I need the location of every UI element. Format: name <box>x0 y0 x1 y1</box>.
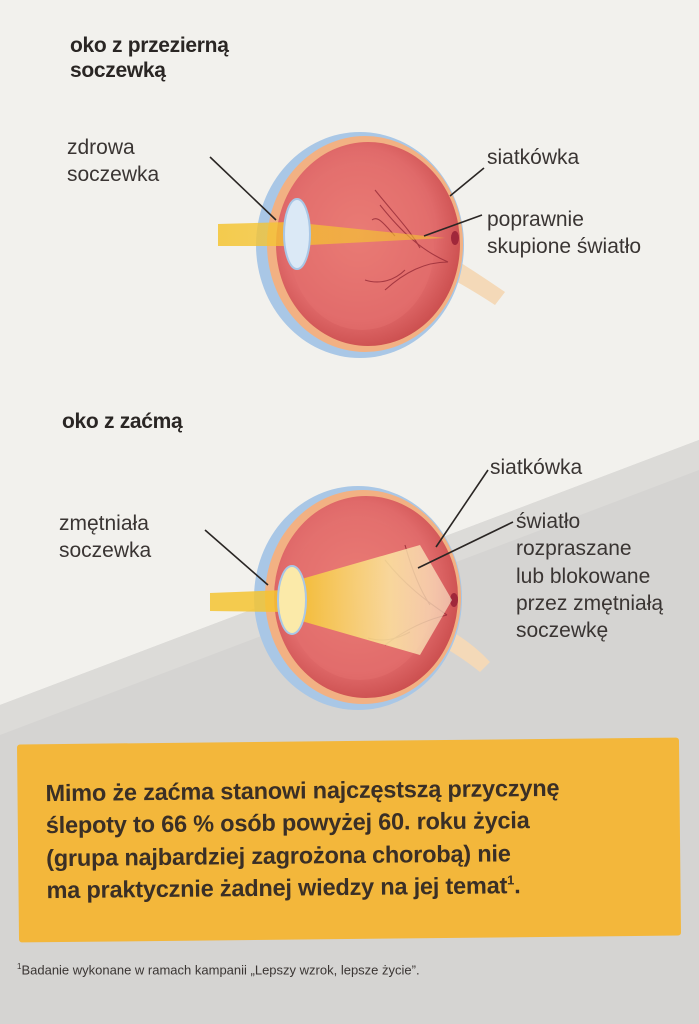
healthy-eye-heading-line1: oko z przezierną <box>70 34 229 57</box>
retina-leader-line <box>436 470 488 547</box>
cataract-light-label-line1: światło <box>516 510 581 533</box>
healthy-lens-label-line2: soczewka <box>67 163 160 187</box>
cataract-lens-label-line1: zmętniała <box>59 512 149 535</box>
callout-line-3: (grupa najbardziej zagrożona chorobą) nie <box>46 840 511 872</box>
callout-line-2: ślepoty to 66 % osób powyżej 60. roku życia <box>45 807 530 839</box>
healthy-light-label-line2: skupione światło <box>487 235 642 259</box>
healthy-eye-heading-line2: soczewką <box>70 58 166 82</box>
healthy-retina-label: siatkówka <box>487 146 580 169</box>
cataract-lens-label-line2: soczewka <box>59 539 152 563</box>
callout-line-1: Mimo że zaćma stanowi najczęstszą przyczynę <box>45 774 560 807</box>
cataract-light-label-line5: soczewkę <box>516 619 609 643</box>
cataract-retina-label: siatkówka <box>490 456 583 479</box>
cataract-light-label-line3: lub blokowane <box>516 564 651 588</box>
statistic-callout-text: Mimo że zaćma stanowi najczęstszą przyczynę ślepoty to 66 % osób powyżej 60. roku życia (grupa najbardziej zagrożona chorobą) nie ma praktycznie żadnej wiedzy na jej temat$^1$. <box>45 774 560 904</box>
cataract-light-label-line2: rozpraszane <box>516 537 632 561</box>
footnote-text: Badanie wykonane w ramach kampanii „Lepszy wzrok, lepsze życie”. <box>21 962 420 978</box>
statistic-callout-box <box>17 738 681 943</box>
footnote-marker: 1 <box>17 962 22 971</box>
healthy-lens-label-line1: zdrowa <box>67 136 135 159</box>
cataract-light-label-line4: przez zmętniałą <box>516 591 664 615</box>
cloudy-lens <box>278 566 306 634</box>
footnote <box>17 962 420 977</box>
cataract-eye-heading: oko z zaćmą <box>62 410 183 433</box>
footnote-reference: 1 <box>507 872 515 888</box>
lens-leader-line <box>205 530 268 585</box>
callout-line-4: ma praktycznie żadnej wiedzy na jej temat <box>46 872 508 904</box>
healthy-light-label-line1: poprawnie <box>487 208 584 231</box>
